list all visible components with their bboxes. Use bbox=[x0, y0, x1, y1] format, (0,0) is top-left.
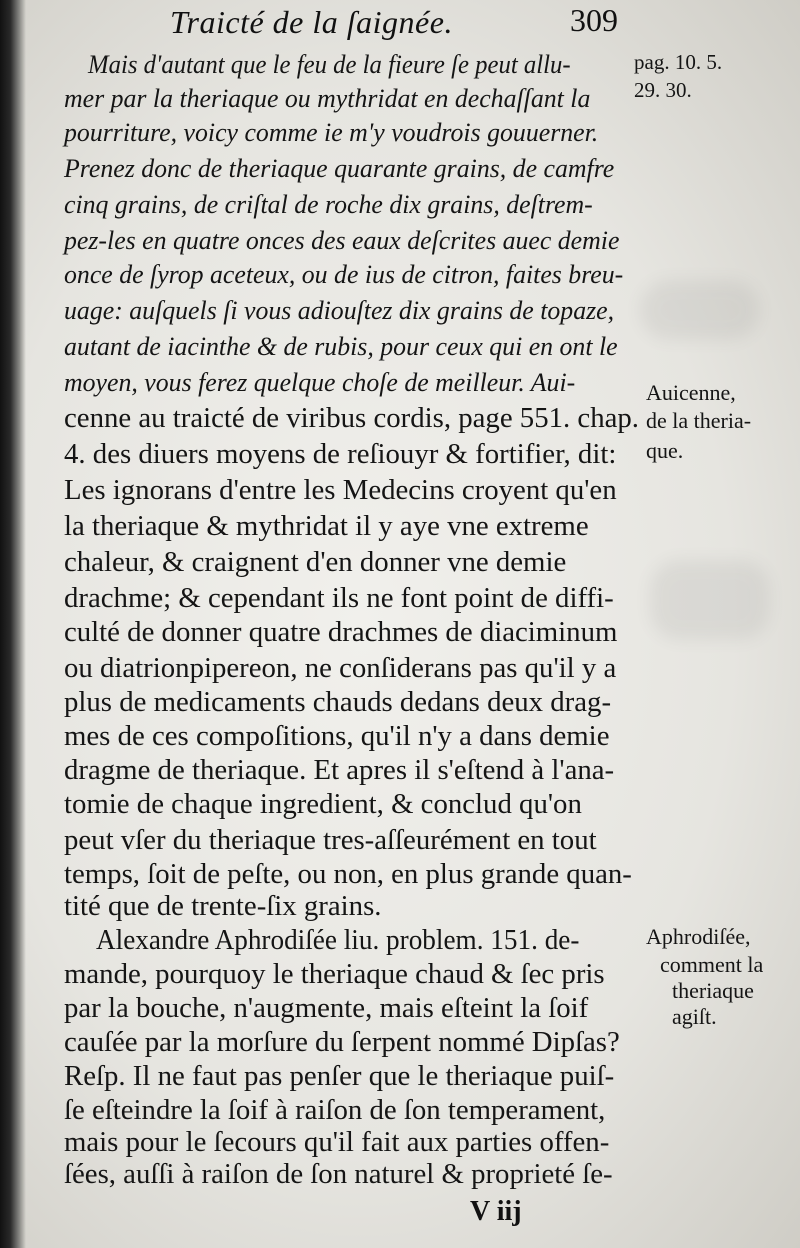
text-line: drachme; & cependant ils ne font point de diffi- bbox=[64, 582, 614, 614]
text-line: mais pour le ſecours qu'il fait aux parties offen- bbox=[64, 1126, 610, 1158]
text-line: tomie de chaque ingredient, & conclud qu'on bbox=[64, 788, 582, 820]
text-line: mes de ces compoſitions, qu'il n'y a dans demie bbox=[64, 720, 610, 752]
text-line: chaleur, & craignent d'en donner vne demie bbox=[64, 546, 567, 578]
text-line: cauſée par la morſure du ſerpent nommé Dipſas? bbox=[64, 1026, 620, 1058]
text-line: par la bouche, n'augmente, mais eſteint la ſoif bbox=[64, 992, 589, 1024]
text-line: ſe eſteindre la ſoif à raiſon de ſon temperament, bbox=[64, 1094, 606, 1126]
running-title: Traicté de la ſaignée. bbox=[170, 4, 453, 40]
margin-note-aphrodisee: Aphrodiſée, bbox=[646, 924, 751, 949]
text-line: pez-les en quatre onces des eaux deſcrites auec demie bbox=[64, 226, 620, 255]
text-line: Prenez donc de theriaque quarante grains, de camfre bbox=[64, 154, 615, 183]
text-line: mande, pourquoy le theriaque chaud & ſec pris bbox=[64, 958, 605, 990]
margin-note-avicenne: Auicenne, bbox=[646, 380, 736, 405]
margin-note-avicenne: de la theria- bbox=[646, 408, 752, 433]
text-line: tité que de trente-ſix grains. bbox=[64, 890, 382, 922]
bleed-through-mark bbox=[650, 560, 770, 640]
text-line: Alexandre Aphrodiſée liu. problem. 151. de- bbox=[96, 924, 580, 956]
text-line: once de ſyrop aceteux, ou de ius de citron, faites breu- bbox=[64, 260, 624, 289]
margin-note-aphrodisee: agiſt. bbox=[672, 1004, 717, 1029]
text-line: Les ignorans d'entre les Medecins croyent qu'en bbox=[64, 474, 617, 506]
text-line: uage: auſquels ſi vous adiouſtez dix grains de topaze, bbox=[64, 296, 615, 325]
text-line: temps, ſoit de peſte, ou non, en plus grande quan- bbox=[64, 858, 632, 890]
text-line: la theriaque & mythridat il y aye vne extreme bbox=[64, 510, 589, 542]
text-line: Mais d'autant que le feu de la fieure ſe peut allu- bbox=[88, 50, 571, 79]
text-line: plus de medicaments chauds dedans deux drag- bbox=[64, 686, 612, 718]
text-line: mer par la theriaque ou mythridat en dechaſſant la bbox=[64, 84, 591, 113]
margin-note-aphrodisee: comment la bbox=[660, 952, 764, 977]
text-line: cinq grains, de criſtal de roche dix grains, deſtrem- bbox=[64, 190, 593, 219]
page-number: 309 bbox=[570, 2, 618, 38]
page-gutter-shadow bbox=[0, 0, 26, 1248]
margin-note-avicenne: que. bbox=[646, 438, 684, 463]
text-line: autant de iacinthe & de rubis, pour ceux qui en ont le bbox=[64, 332, 618, 361]
bleed-through-mark bbox=[640, 280, 760, 340]
text-line: moyen, vous ferez quelque choſe de meilleur. Aui- bbox=[64, 368, 576, 397]
text-line: cenne au traicté de viribus cordis, page 551. chap. bbox=[64, 402, 639, 434]
text-line: ſées, auſſi à raiſon de ſon naturel & proprieté ſe- bbox=[64, 1158, 613, 1190]
margin-note-reference: 29. 30. bbox=[634, 78, 692, 102]
text-line: peut vſer du theriaque tres-aſſeurément en tout bbox=[64, 824, 597, 856]
text-line: culté de donner quatre drachmes de diaciminum bbox=[64, 616, 618, 648]
text-line: ou diatrionpipereon, ne conſiderans pas qu'il y a bbox=[64, 652, 617, 684]
signature-mark: V iij bbox=[470, 1196, 522, 1227]
margin-note-reference: pag. 10. 5. bbox=[634, 50, 723, 74]
text-line: dragme de theriaque. Et apres il s'eſtend à l'ana- bbox=[64, 754, 615, 786]
text-line: pourriture, voicy comme ie m'y voudrois gouuerner. bbox=[64, 118, 599, 147]
text-line: 4. des diuers moyens de reſiouyr & fortifier, dit: bbox=[64, 438, 617, 470]
margin-note-aphrodisee: theriaque bbox=[672, 978, 754, 1003]
text-line: Reſp. Il ne faut pas penſer que le theriaque puiſ- bbox=[64, 1060, 615, 1092]
